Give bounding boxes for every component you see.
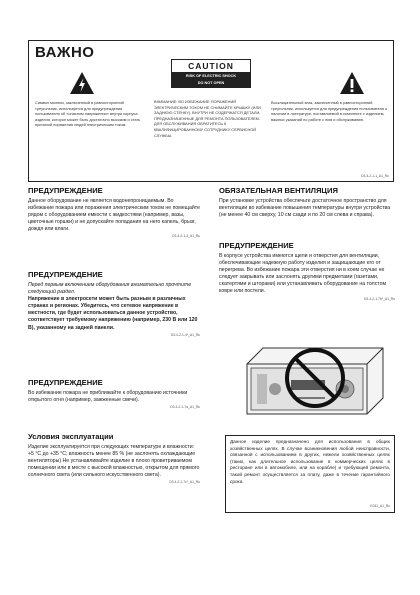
lightning-warning-icon: [69, 71, 95, 95]
section-body: В корпусе устройства имеются щели и отверстия для вентиляции, обеспечивающие надежную работу изделия и защищающие его от перегрева. Во избежание пожара эти отверстия ни в коем случае не следует закрывать или заслонять другими предметами (газетами, скатертями и шторами) или устанавливать оборудование на толстом ковре или постели.: [219, 253, 387, 295]
section-heading: ПРЕДУПРЕЖДЕНИЕ: [28, 186, 103, 195]
section-water-warning: [28, 186, 200, 238]
exclamation-symbol-text: Восклицательный знак, заключенный в равносторонний треугольник, используется для предупреждения пользователя о наличии в литературе, поставляемой в комплекте с изделием, важных указаний по работе с ним и обслуживанию.: [271, 100, 388, 122]
section-heading: ПРЕДУПРЕЖДЕНИЕ: [28, 378, 103, 387]
section-voltage-warning: [28, 270, 200, 337]
section-heading: Условия эксплуатации: [28, 432, 114, 441]
household-use-notice: [225, 435, 395, 513]
caution-notice-text: ВНИМАНИЕ: ВО ИЗБЕЖАНИЕ ПОРАЖЕНИЙ ЭЛЕКТРИЧЕСКИМ ТОКОМ НЕ СНИМАЙТЕ КРЫШКУ (ИЛИ ЗАДНЮЮ СТЕНКУ). ВНУТРИ НЕ СОДЕРЖАТСЯ ДЕТАЛИ, ПРЕДНАЗНАЧЕННЫЕ ДЛЯ РЕМОНТА ПОЛЬЗОВАТЕЛЕМ. ДЛЯ ОБСЛУЖИВАНИЯ ОБРАТИТЕСЬ К КВАЛИФИЦИРОВАННОМУ СОТРУДНИКУ СЕРВИСНОЙ СЛУЖБЫ.: [154, 99, 261, 138]
caution-label: [171, 59, 251, 88]
notice-text: Данное изделие предназначено для использования в общих хозяйственных целях. В случае возникновения любой неисправности, связанной с использованием в других, нежели хозяйственных целях (таких, как длительное использование в коммерческих целях в ресторане или в автомобиле, или на корабле) и требующей ремонта, такой ремонт осуществляется за плату, даже в течение гарантийного срока.: [230, 439, 390, 484]
section-ventilation: [219, 186, 395, 219]
section-intro: Перед первым включением оборудования внимательно прочтите следующий раздел.: [28, 282, 192, 296]
section-body: Данное оборудование не является водонепроницаемым. Во избежание пожара или поражения электрическим током не помещайте рядом с оборудованием емкости с жидкостями (например, вазы, цветочные горшки) и не допускайте попадания на него капель, брызг, дождя или влаги.: [28, 198, 200, 233]
section-body: При установке устройства обеспечьте достаточное пространство для вентиляции во избежание повышения температуры внутри устройства (не менее 40 см сверху, 10 см сзади и по 20 см слева и справа).: [219, 198, 391, 219]
section-heading: ОБЯЗАТЕЛЬНАЯ ВЕНТИЛЯЦИЯ: [219, 186, 338, 195]
section-code: D3-4-2-1-7b*_A1_Ru: [364, 296, 395, 301]
important-warning-box: [28, 40, 394, 182]
section-code: D3-4-2-1-4*_A1_Ru: [170, 332, 200, 337]
notice-code: K041_A1_Ru: [370, 504, 390, 509]
caution-line-2: DO NOT OPEN: [172, 80, 250, 87]
warning-code: D3-4-2-1-1_A1_Ru: [361, 174, 389, 178]
section-code: D3-4-2-1-7c*_A1_Ru: [169, 480, 200, 485]
section-body: Изделие эксплуатируется при следующих температуре и влажности: +5 °C до +35 °C; влажность менее 85 % (не заслонять охлаждающие вентиляторы) Не устанавливайте изделие в плохо проветриваемом помещении или в месте с высокой влажностью, открытом для прямого солнечного света (или сильного искусственного света).: [28, 444, 200, 479]
section-fire-warning: [28, 378, 200, 409]
lightning-symbol-text: Символ молнии, заключенный в равносторонний треугольник, используется для предупреждения пользователя об «опасном напряжении» внутри корпуса изделия, которое может быть достаточно высоким и стать причиной поражения людей электрическим током.: [35, 100, 141, 128]
section-heading: ПРЕДУПРЕЖДЕНИЕ: [219, 241, 294, 250]
warning-title: ВАЖНО: [35, 44, 95, 61]
section-body: Во избежание пожара не приближайте к оборудованию источники открытого огня (например, зажженные свечи).: [28, 390, 188, 404]
caution-line-1: RISK OF ELECTRIC SHOCK: [172, 73, 250, 80]
blocked-ventilation-illustration: [233, 342, 393, 424]
section-operating-conditions: [28, 432, 200, 484]
section-code: D3-4-2-1-3_A1_Ru: [172, 234, 200, 239]
caution-title: CAUTION: [172, 60, 250, 73]
section-body: Напряжение в электросети может быть разным в различных странах и регионах. Убедитесь, что сетевое напряжение в местности, где будет использоваться данное устройство, соответствует требуемому напряжению (например, 230 В или 120 В), указанному на задней панели.: [28, 296, 198, 331]
exclamation-warning-icon: [339, 71, 365, 95]
section-code: D3-4-2-1-7a_A1_Ru: [170, 405, 200, 410]
section-heading: ПРЕДУПРЕЖДЕНИЕ: [28, 270, 103, 279]
section-vent-openings-warning: [219, 241, 395, 301]
